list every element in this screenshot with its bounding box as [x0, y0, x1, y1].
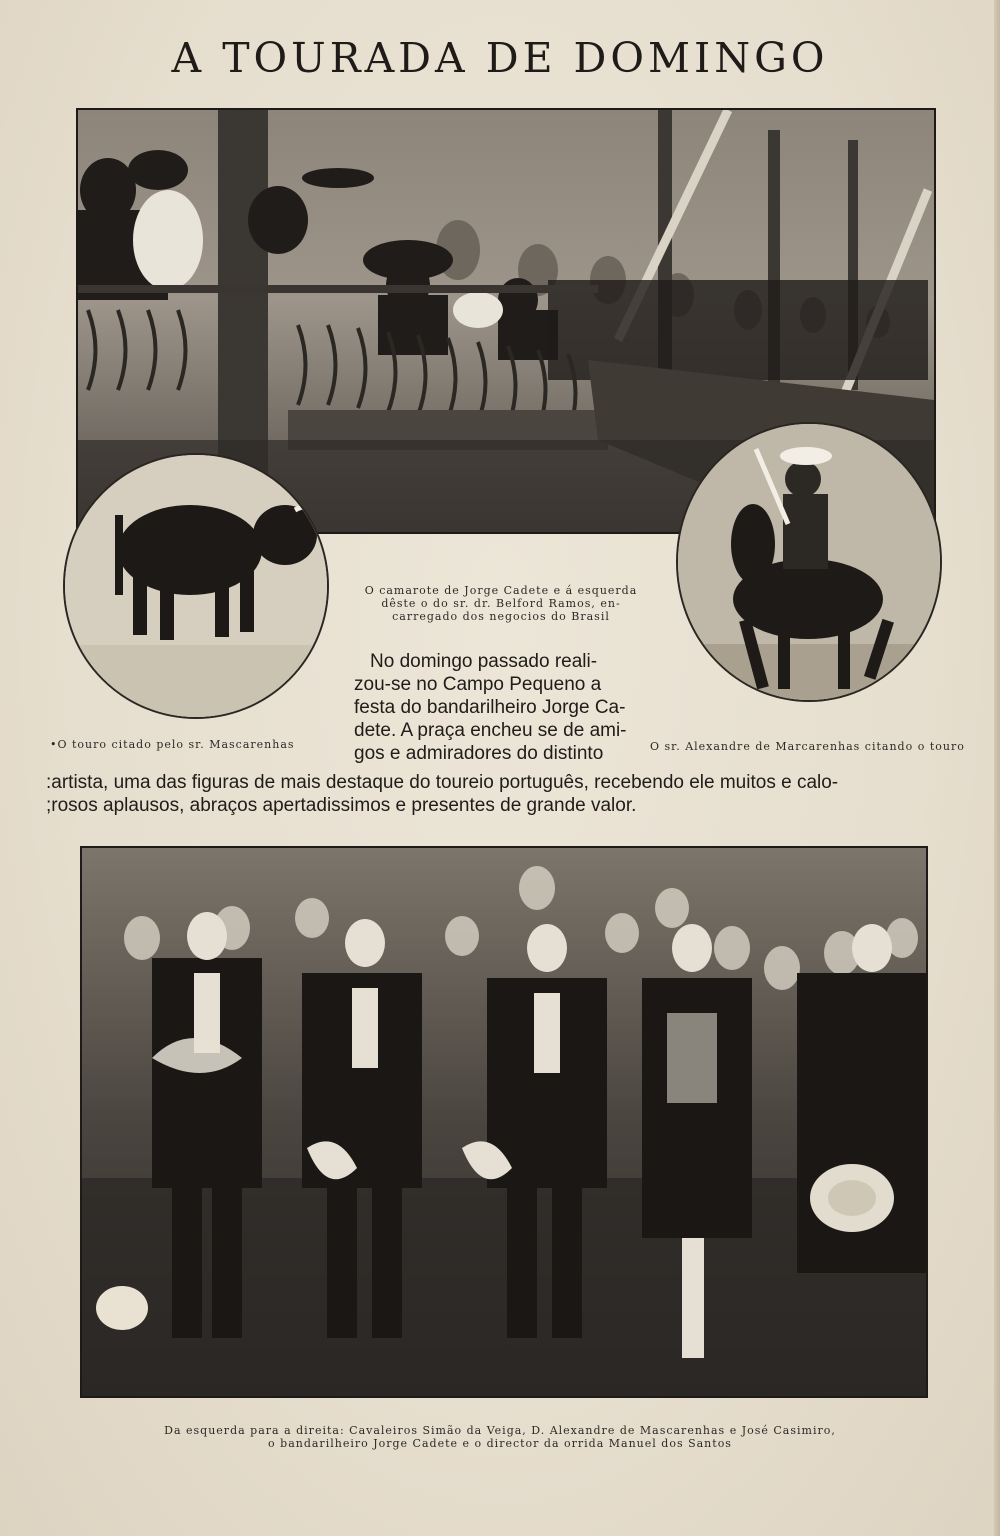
caption-rider: O sr. Alexandre de Marcarenhas citando o touro — [650, 740, 965, 753]
photo-bull — [63, 453, 329, 719]
article-full-width — [46, 771, 946, 817]
article-line: :artista, uma das figuras de mais destaque do toureio português, recebendo ele muitos e calo- — [46, 772, 839, 793]
article-column — [354, 650, 650, 765]
caption-line: dêste o do sr. dr. Belford Ramos, en- — [381, 597, 621, 610]
page-fold-edge — [994, 0, 1000, 1536]
article-line: ;rosos aplausos, abraços apertadissimos e presentes de grande valor. — [46, 795, 637, 816]
caption-bull: •O touro citado pelo sr. Mascarenhas — [50, 738, 295, 751]
photo-group-portrait — [80, 846, 928, 1398]
caption-line: o bandarilheiro Jorge Cadete e o director da orrida Manuel dos Santos — [268, 1437, 732, 1450]
caption-group-portrait — [120, 1424, 880, 1450]
article-line: zou-se no Campo Pequeno a — [354, 674, 602, 695]
caption-line: Da esquerda para a direita: Cavaleiros Simão da Veiga, D. Alexandre de Mascarenhas e José Casimiro, — [164, 1424, 836, 1437]
article-line: festa do bandarilheiro Jorge Ca- — [354, 697, 626, 718]
caption-line: O camarote de Jorge Cadete e á esquerda — [364, 584, 638, 597]
caption-line: carregado dos negocios do Brasil — [392, 610, 610, 623]
article-line: gos e admiradores do distinto — [354, 743, 604, 764]
article-line: dete. A praça encheu se de ami- — [354, 720, 627, 741]
article-line: No domingo passado reali- — [370, 651, 598, 672]
caption-box-seats — [342, 584, 660, 623]
photo-rider — [676, 422, 942, 702]
page-title: A TOURADA DE DOMINGO — [171, 34, 829, 82]
